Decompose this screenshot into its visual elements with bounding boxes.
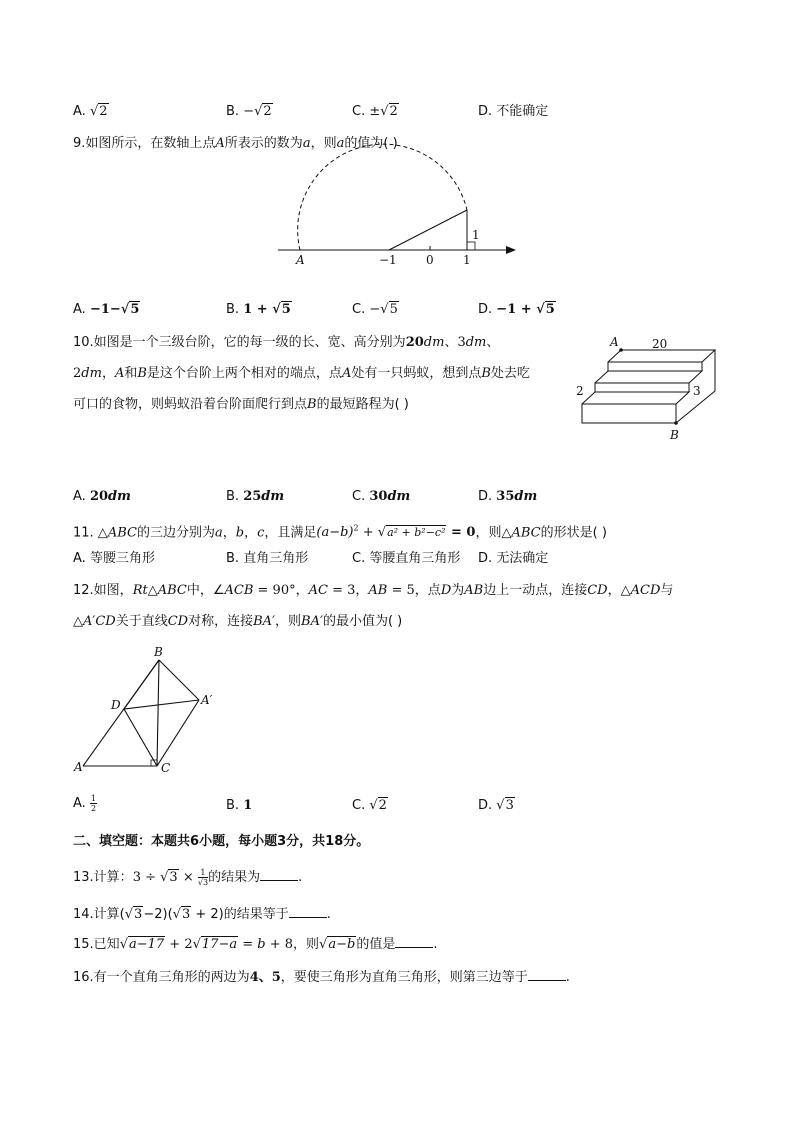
q8-option-b: B. −√2 [226,104,272,119]
q12-label-Aprime: A′ [201,693,213,707]
q10-label-A: A [610,335,619,349]
q9-option-d: D. −1 + √5 [478,302,555,317]
q10-option-c: C. 30dm [352,489,411,504]
q12-option-d: D. √3 [478,798,514,813]
q12-triangle-figure [66,645,226,780]
q12-label-D: D [111,698,121,712]
q9-arrow [506,246,516,254]
q12-stem-line2: △A′CD关于直线CD对称，连接BA′，则BA′的最小值为( ) [73,614,403,629]
q9-option-a: A. −1−√5 [73,302,140,317]
q16-stem: 16.有一个直角三角形的两边为4、5，要使三角形为直角三角形，则第三边等于 . [73,970,570,985]
q11-option-a: A. 等腰三角形 [73,551,155,566]
q9-hypotenuse [389,210,467,250]
q11-option-c: C. 等腰直角三角形 [352,551,461,566]
q12-option-b: B. 1 [226,798,253,813]
q10-label-3: 3 [693,384,701,398]
q9-option-b: B. 1 + √5 [226,302,291,317]
q8-option-d: D. 不能确定 [478,104,549,119]
q10-stairs-figure [572,333,722,443]
q9-label-A: A [296,253,305,267]
section2-heading: 二、填空题：本题共6小题，每小题3分，共18分。 [73,834,370,849]
q11-stem: 11. △ABC的三边分别为a，b，c，且满足$(a-b)^2 + √a^2 + b^2-c^2 = 0$，则△ABC的形状是( ) [73,524,607,541]
q13-answer-blank[interactable] [260,868,298,881]
q9-right-angle-mark [467,242,475,250]
q9-label-m1: −1 [379,253,397,267]
q15-answer-blank[interactable] [395,935,433,948]
q10-label-B: B [670,428,679,442]
q10-stem-line3: 可口的食物，则蚂蚁沿着台阶面爬行到点B的最短路程为( ) [73,397,409,412]
q9-label-1: 1 [463,253,471,267]
q12-option-a: A. $\frac{1}{2}$ [73,794,97,813]
q11-option-d: D. 无法确定 [478,551,549,566]
q9-label-0: 0 [426,253,434,267]
q13-stem: 13.计算：3 ÷ √3 × $\frac{1}{√3}$ 的结果为 . [73,868,303,887]
q12-label-B: B [154,645,163,659]
q15-stem: 15.已知√a−17 + 2√17−a = b + 8，则√a−b的值是 . [73,937,438,952]
q9-number-line-figure [270,160,530,275]
q16-answer-blank[interactable] [528,968,566,981]
q10-stem-line2: 2dm，A和B是这个台阶上两个相对的端点，点A处有一只蚂蚁，想到点B处去吃 [73,366,530,381]
q9-stem: 9.如图所示，在数轴上点A所表示的数为a，则a的值为( ) [73,136,398,151]
q10-label-2: 2 [576,384,584,398]
q8-option-a: A. √2 [73,104,108,119]
q12-option-c: C. √2 [352,798,387,813]
q12-label-A: A [74,760,83,774]
q11-option-b: B. 直角三角形 [226,551,309,566]
q10-option-b: B. 25dm [226,489,285,504]
q9-label-side: 1 [472,228,480,242]
q12-stem-line1: 12.如图，Rt△ABC中，∠ACB = 90°，AC = 3，AB = 5，点D为AB边上一动点，连接CD，△ACD与 [73,583,674,598]
q10-stem-line1: 10.如图是一个三级台阶，它的每一级的长、宽、高分别为20dm、3dm、 [73,335,500,350]
q9-dashed-arc [298,144,467,250]
q12-label-C: C [161,761,171,775]
q14-answer-blank[interactable] [289,905,327,918]
q9-option-c: C. −√5 [352,302,398,317]
q10-option-a: A. 20dm [73,489,131,504]
q8-option-c: C. ±√2 [352,104,398,119]
q10-option-d: D. 35dm [478,489,538,504]
q10-label-20: 20 [652,337,668,351]
q14-stem: 14.计算(√3−2)(√3 + 2)的结果等于 . [73,907,331,922]
